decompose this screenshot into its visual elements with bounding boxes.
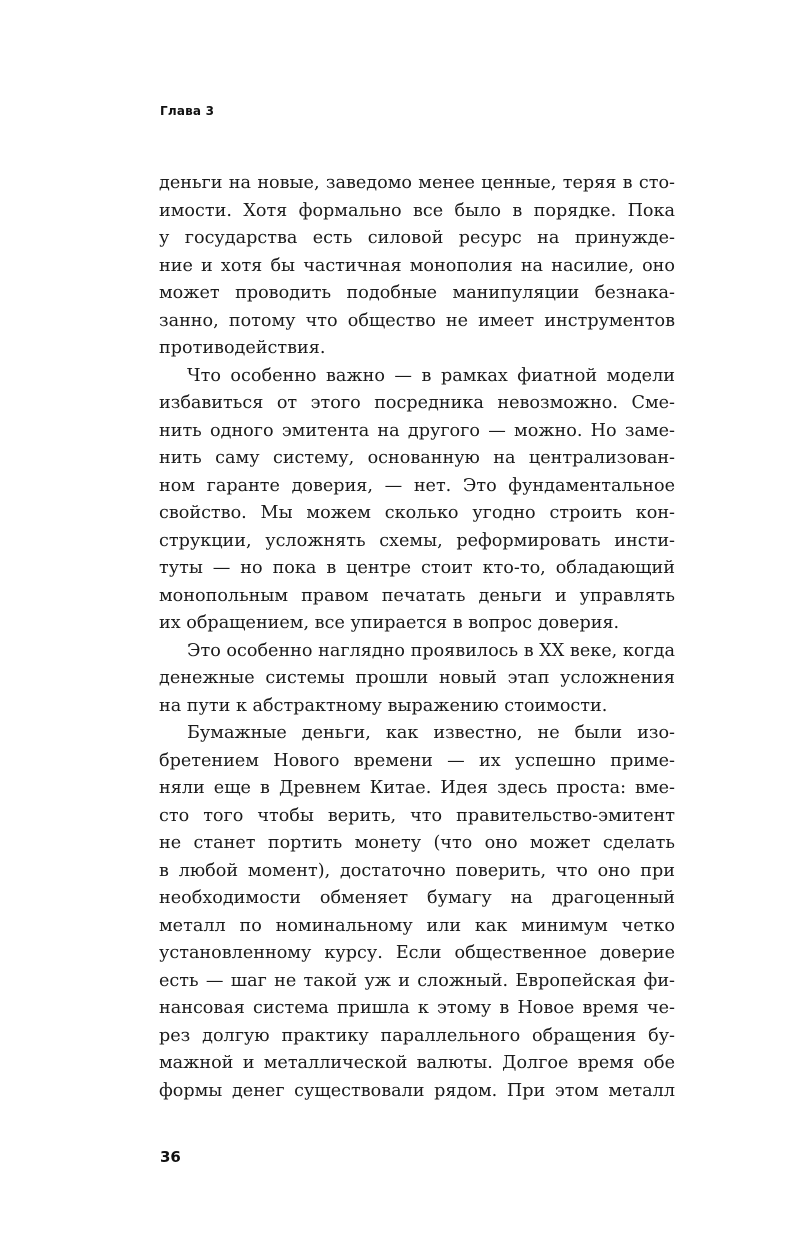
text-line: рез долгую практику параллельного обращения бу- — [159, 1025, 675, 1046]
text-line: в любой момент), достаточно поверить, что оно при — [159, 860, 675, 881]
text-line: ном гаранте доверия, — нет. Это фундаментальное — [159, 475, 675, 496]
text-line: есть — шаг не такой уж и сложный. Европейская фи- — [159, 970, 675, 991]
text-line: мажной и металлической валюты. Долгое время обе — [159, 1053, 675, 1073]
text-line: занно, потому что общество не имеет инструментов — [159, 310, 675, 331]
text-line: сто того чтобы верить, что правительство-эмитент — [159, 805, 675, 826]
body-text — [159, 170, 675, 1105]
text-line: их обращением, все упирается в вопрос доверия. — [159, 613, 620, 633]
text-line: деньги на новые, заведомо менее ценные, теряя в сто- — [159, 173, 675, 193]
text-line: денежные системы прошли новый этап усложнения — [159, 668, 675, 688]
text-line: имости. Хотя формально все было в порядке. Пока — [159, 200, 675, 221]
paragraph-first-line: Бумажные деньги, как известно, не были изо- — [187, 723, 675, 743]
text-line: установленному курсу. Если общественное доверие — [159, 943, 675, 963]
text-line: формы денег существовали рядом. При этом металл — [159, 1080, 675, 1101]
text-line: нить саму систему, основанную на централизован- — [159, 448, 675, 468]
text-line: избавиться от этого посредника невозможно. Сме- — [159, 393, 675, 413]
text-line: туты — но пока в центре стоит кто-то, обладающий — [159, 558, 675, 578]
text-line: монопольным правом печатать деньги и управлять — [159, 585, 675, 606]
text-line: может проводить подобные манипуляции безнака- — [159, 283, 675, 303]
text-line: у государства есть силовой ресурс на принужде- — [159, 228, 675, 248]
paragraph-first-line: Это особенно наглядно проявилось в XX веке, когда — [187, 640, 675, 661]
text-line: струкции, усложнять схемы, реформировать инсти- — [159, 530, 675, 551]
paragraph-first-line: Что особенно важно — в рамках фиатной модели — [187, 365, 675, 386]
text-line: необходимости обменяет бумагу на драгоценный — [159, 888, 675, 908]
text-line: нансовая система пришла к этому в Новое время че- — [159, 998, 675, 1018]
text-line: свойство. Мы можем сколько угодно строить кон- — [159, 503, 675, 523]
text-line: няли еще в Древнем Китае. Идея здесь проста: вме- — [159, 778, 675, 798]
text-line: противодействия. — [159, 338, 326, 358]
text-line: не станет портить монету (что оно может сделать — [159, 833, 675, 853]
text-line: ние и хотя бы частичная монополия на насилие, оно — [159, 255, 675, 276]
text-line: металл по номинальному или как минимум четко — [159, 915, 675, 936]
running-head: Глава 3 — [160, 104, 215, 118]
page-number: 36 — [160, 1148, 181, 1166]
text-line: на пути к абстрактному выражению стоимости. — [159, 695, 608, 716]
text-line: нить одного эмитента на другого — можно. Но заме- — [159, 420, 675, 441]
text-line: бретением Нового времени — их успешно приме- — [159, 750, 675, 771]
